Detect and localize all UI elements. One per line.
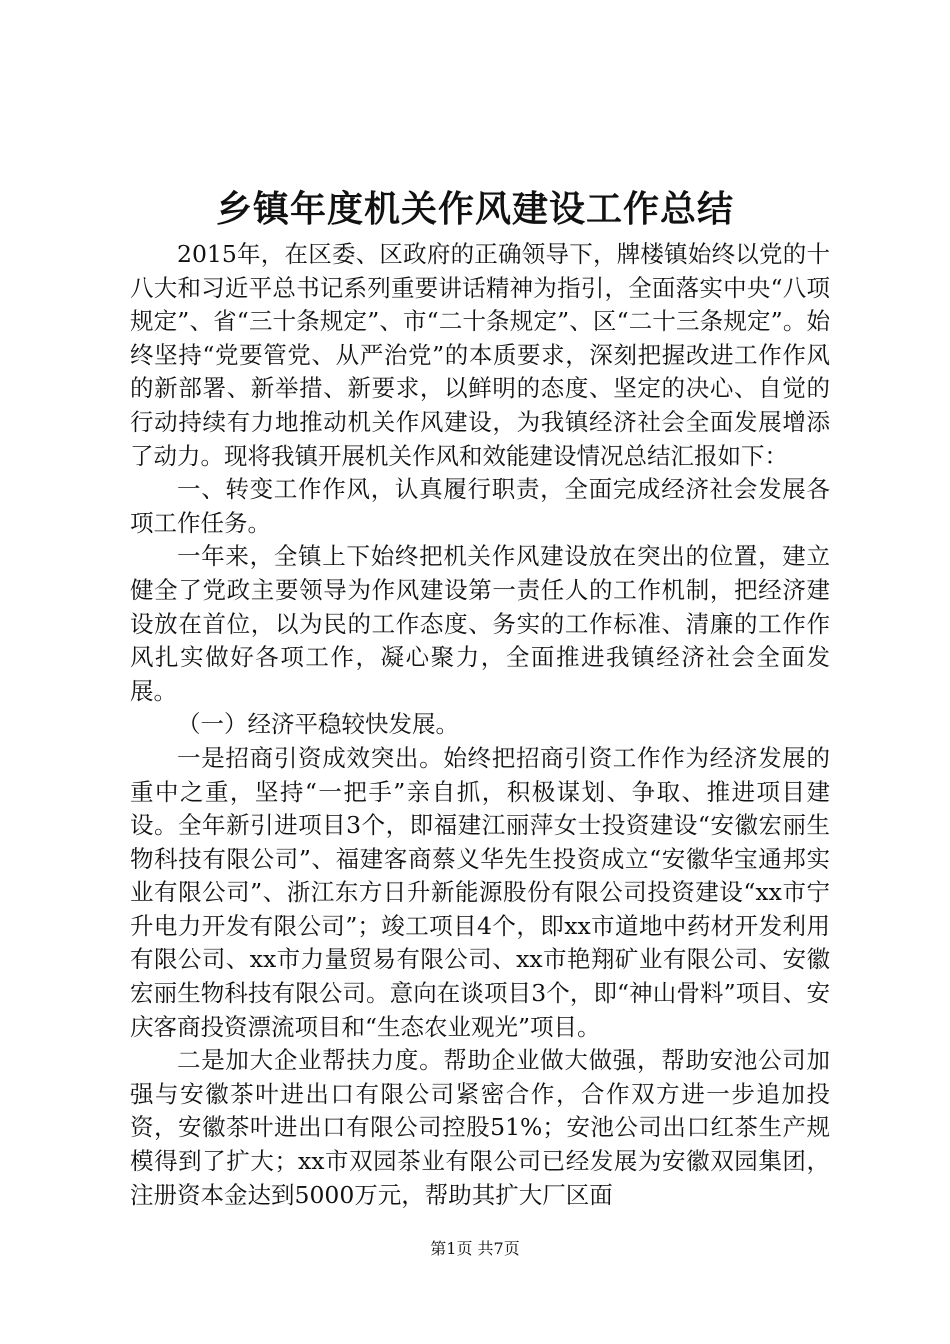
section-heading-1: 一、转变工作作风，认真履行职责，全面完成经济社会发展各项工作任务。 [130, 475, 830, 537]
paragraph-enterprise-support: 二是加大企业帮扶力度。帮助企业做大做强，帮助安池公司加强与安徽茶叶进出口有限公司紧密合作，合作双方进一步追加投资，安徽茶叶进出口有限公司控股51%；安池公司出口红茶生产规模得到了扩大；xx市双园茶业有限公司已经发展为安徽双园集团，注册资本金达到5000万元，帮助其扩大厂区面 [130, 1046, 830, 1209]
paragraph-investment: 一是招商引资成效突出。始终把招商引资工作作为经济发展的重中之重，坚持“一把手”亲自抓，积极谋划、争取、推进项目建设。全年新引进项目3个，即福建江丽萍女士投资建设“安徽宏丽生物科技有限公司”、福建客商蔡义华先生投资成立“安徽华宝通邦实业有限公司”、浙江东方日升新能源股份有限公司投资建设“xx市宁升电力开发有限公司”；竣工项目4个，即xx市道地中药材开发利用有限公司、xx市力量贸易有限公司、xx市艳翔矿业有限公司、安徽宏丽生物科技有限公司。意向在谈项目3个，即“神山骨料”项目、安庆客商投资漂流项目和“生态农业观光”项目。 [130, 743, 830, 1041]
paragraph-intro: 2015年，在区委、区政府的正确领导下，牌楼镇始终以党的十八大和习近平总书记系列重要讲话精神为指引，全面落实中央“八项规定”、省“三十条规定”、市“二十条规定”、区“二十三条规定”。始终坚持“党要管党、从严治党”的本质要求，深刻把握改进工作作风的新部署、新举措、新要求，以鲜明的态度、坚定的决心、自觉的行动持续有力地推动机关作风建设，为我镇经济社会全面发展增添了动力。现将我镇开展机关作风和效能建设情况总结汇报如下： [130, 240, 830, 470]
document-body [130, 238, 830, 1212]
paragraph-overview: 一年来，全镇上下始终把机关作风建设放在突出的位置，建立健全了党政主要领导为作风建设第一责任人的工作机制，把经济建设放在首位，以为民的工作态度、务实的工作标准、清廉的工作作风扎实做好各项工作，凝心聚力，全面推进我镇经济社会全面发展。 [130, 542, 830, 705]
subsection-heading-1: （一）经济平稳较快发展。 [177, 710, 459, 739]
document-title: 乡镇年度机关作风建设工作总结 [215, 189, 734, 230]
page-footer: 第1页 共7页 [430, 1239, 520, 1258]
